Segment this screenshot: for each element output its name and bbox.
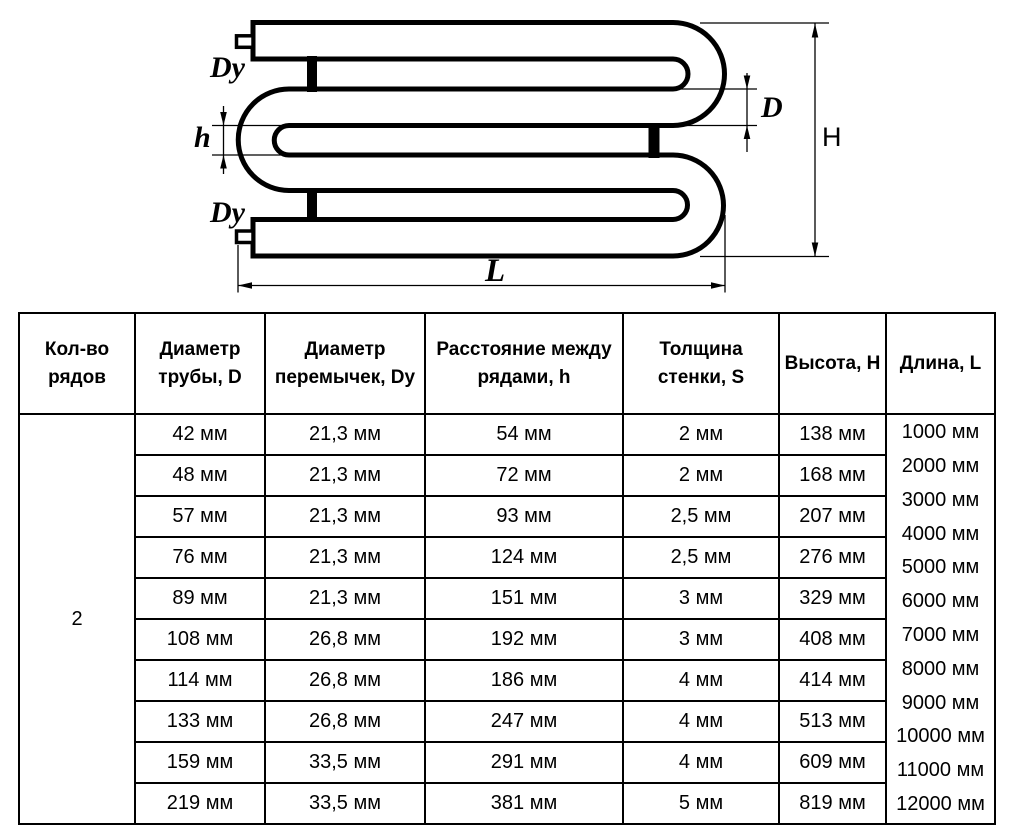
cell-dy: 21,3 мм [265, 496, 425, 537]
length-value: 11000 мм [896, 759, 985, 782]
spec-table [18, 312, 996, 825]
length-value: 6000 мм [901, 590, 980, 613]
cell-dy: 21,3 мм [265, 455, 425, 496]
cell-h: 192 мм [425, 619, 623, 660]
cell-dy: 21,3 мм [265, 414, 425, 455]
cell-dy: 21,3 мм [265, 578, 425, 619]
cell-height: 138 мм [779, 414, 886, 455]
table-row [19, 455, 995, 496]
cell-height: 276 мм [779, 537, 886, 578]
arrowhead [238, 282, 252, 289]
cell-s: 5 мм [623, 783, 779, 824]
table-row [19, 537, 995, 578]
cell-h: 381 мм [425, 783, 623, 824]
cell-s: 2 мм [623, 455, 779, 496]
pipe-stub-top [237, 36, 254, 48]
length-value: 5000 мм [901, 556, 980, 579]
cell-d: 114 мм [135, 660, 265, 701]
length-value: 9000 мм [901, 691, 980, 714]
cell-h: 124 мм [425, 537, 623, 578]
cell-s: 4 мм [623, 742, 779, 783]
label-length: L [485, 253, 506, 289]
arrowhead [220, 155, 227, 169]
cell-dy: 33,5 мм [265, 742, 425, 783]
cell-d: 159 мм [135, 742, 265, 783]
pipe-stub-bottom [237, 231, 254, 243]
cell-height: 414 мм [779, 660, 886, 701]
table-row [19, 783, 995, 824]
length-value: 7000 мм [901, 624, 980, 646]
label-height: H [822, 122, 842, 152]
cell-h: 186 мм [425, 660, 623, 701]
cell-h: 151 мм [425, 578, 623, 619]
cell-lengths [886, 414, 995, 824]
cell-dy: 26,8 мм [265, 619, 425, 660]
arrowhead [744, 76, 751, 90]
length-value: 4000 мм [901, 522, 980, 545]
cell-d: 108 мм [135, 619, 265, 660]
cell-dy: 33,5 мм [265, 783, 425, 824]
cell-height: 513 мм [779, 701, 886, 742]
arrowhead [711, 282, 725, 289]
cell-d: 48 мм [135, 455, 265, 496]
cell-h: 72 мм [425, 455, 623, 496]
col-header-length: Длина, L [886, 313, 995, 414]
label-d: D [761, 91, 783, 124]
arrowhead [744, 126, 751, 140]
cell-height: 168 мм [779, 455, 886, 496]
cell-d: 76 мм [135, 537, 265, 578]
cell-height: 329 мм [779, 578, 886, 619]
cell-dy: 26,8 мм [265, 660, 425, 701]
col-header-pipe-diameter: Диаметр трубы, D [135, 313, 265, 414]
cell-height: 408 мм [779, 619, 886, 660]
header-row [19, 313, 995, 414]
cell-s: 2 мм [623, 414, 779, 455]
cell-row-count: 2 [19, 414, 135, 824]
col-header-row-spacing: Расстояние между рядами, h [425, 313, 623, 414]
col-header-rows: Кол-во рядов [19, 313, 135, 414]
cell-s: 4 мм [623, 660, 779, 701]
jumper-top-left [307, 56, 317, 92]
label-dy-bottom: Dy [210, 196, 245, 229]
cell-d: 89 мм [135, 578, 265, 619]
cell-s: 4 мм [623, 701, 779, 742]
arrowhead [812, 243, 819, 257]
length-value: 12000 мм [896, 792, 985, 815]
col-header-wall-thickness: Толщина стенки, S [623, 313, 779, 414]
cell-d: 57 мм [135, 496, 265, 537]
cell-s: 2,5 мм [623, 496, 779, 537]
cell-h: 93 мм [425, 496, 623, 537]
cell-dy: 21,3 мм [265, 537, 425, 578]
jumper-bottom-left [307, 188, 317, 222]
cell-height: 207 мм [779, 496, 886, 537]
cell-h: 291 мм [425, 742, 623, 783]
cell-h: 54 мм [425, 414, 623, 455]
table-row [19, 742, 995, 783]
table-row [19, 496, 995, 537]
label-dy-top: Dy [210, 51, 245, 84]
cell-d: 133 мм [135, 701, 265, 742]
coil-drawing [0, 0, 1012, 312]
cell-d: 219 мм [135, 783, 265, 824]
arrowhead [220, 112, 227, 126]
cell-height: 819 мм [779, 783, 886, 824]
label-h: h [194, 121, 211, 154]
length-value: 8000 мм [901, 657, 980, 680]
cell-s: 3 мм [623, 619, 779, 660]
table-row [19, 619, 995, 660]
cell-height: 609 мм [779, 742, 886, 783]
length-value: 1000 мм [901, 421, 980, 444]
serpentine-register-diagram [0, 0, 1012, 312]
length-value: 3000 мм [901, 488, 980, 511]
col-header-height: Высота, H [779, 313, 886, 414]
table-row [19, 701, 995, 742]
col-header-jumper-diameter: Диаметр перемычек, Dy [265, 313, 425, 414]
jumper-middle-right [649, 123, 660, 158]
arrowhead [812, 24, 819, 38]
cell-s: 3 мм [623, 578, 779, 619]
length-value: 10000 мм [896, 725, 985, 748]
table-row [19, 578, 995, 619]
cell-h: 247 мм [425, 701, 623, 742]
length-value: 2000 мм [901, 455, 980, 478]
cell-s: 2,5 мм [623, 537, 779, 578]
table-row [19, 414, 995, 455]
cell-dy: 26,8 мм [265, 701, 425, 742]
cell-d: 42 мм [135, 414, 265, 455]
table-row [19, 660, 995, 701]
